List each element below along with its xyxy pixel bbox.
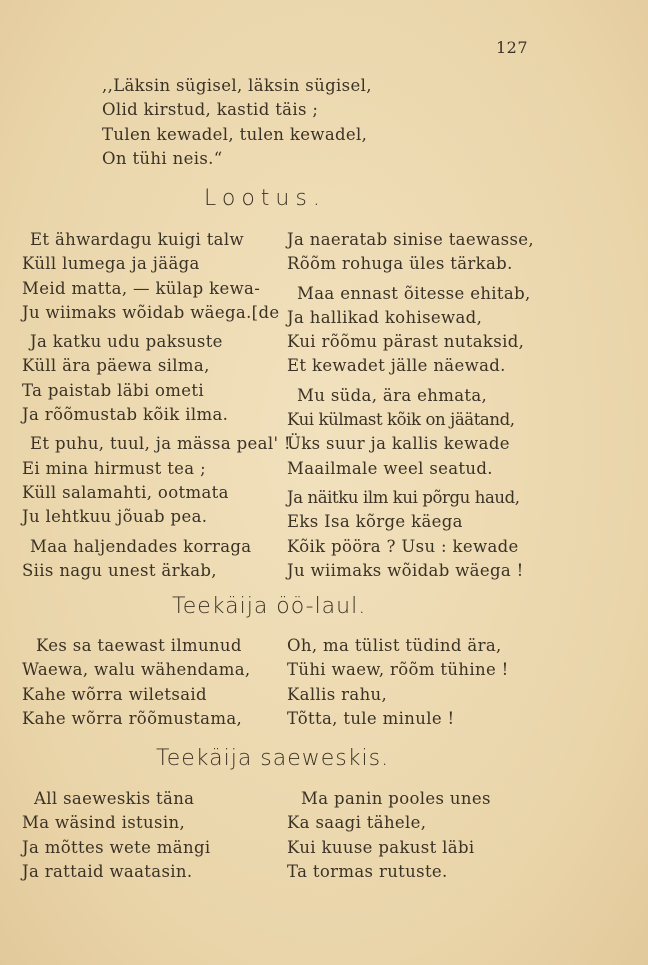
poem-line: Kõik pööra ? Usu : kewade [287,536,519,556]
poem-line: Rõõm rohuga üles tärkab. [287,254,513,274]
poem-line: Kui kuuse pakust läbi [287,837,475,857]
poem-line: Ja rõõmustab kõik ilma. [22,405,229,425]
poem-line: Siis nagu unest ärkab, [22,560,217,580]
poem-line: Ju lehtkuu jõuab pea. [22,507,208,527]
poem-line: Maailmale weel seatud. [287,458,493,478]
poem-line: Ka saagi tähele, [287,813,427,833]
poem-line: Ta paistab läbi ometi [22,380,205,400]
poem-line: Meid matta, — külap kewa- [22,278,261,298]
poem-line: Ju wiimaks wõidab wäega.[de [22,302,280,322]
poem-line: Kallis rahu, [287,684,388,704]
oo-laul-right-column [287,634,509,731]
poem-line: Ta tormas rutuste. [287,861,448,881]
poem-line: Ja näitku ilm kui põrgu haud, [287,487,520,507]
poem-line: Et ähwardagu kuigi talw [30,230,244,249]
poem-line: ,,Läksin sügisel, läksin sügisel, [102,76,372,95]
poem-line: Küll salamahti, ootmata [22,482,229,502]
poem-line: All saeweskis täna [34,789,195,808]
poem-line: Küll ära päewa silma, [22,356,210,376]
section-title-lootus: Lootus. [204,186,326,211]
poem-line: Ma panin pooles unes [301,789,491,808]
poem-line: Eks Isa kõrge käega [287,512,463,532]
section-title-teekaija-saeweskis: Teekäija saeweskis. [156,746,390,771]
poem-line: Kes sa taewast ilmunud [36,636,242,655]
oo-laul-left-column [22,634,251,731]
poem-line: Olid kirstud, kastid täis ; [102,100,319,120]
poem-line: Tulen kewadel, tulen kewadel, [102,124,368,144]
lootus-right-column [287,228,534,583]
section-title-teekaija-oo-laul: Teekäija öö-laul. [172,594,367,619]
poem-line: Et puhu, tuul, ja mässa peal' ! [30,434,291,454]
poem-line: Kui külmast kõik on jäätand, [287,410,515,430]
poem-line: Ei mina hirmust tea ; [22,458,206,478]
poem-line: Waewa, walu wähendama, [22,660,251,680]
poem-line: Ja mõttes wete mängi [22,837,211,857]
saeweskis-left-column [22,787,211,884]
poem-line: On tühi neis.“ [102,148,223,168]
poem-line: Mu süda, ära ehmata, [297,385,488,405]
saeweskis-right-column [287,787,491,884]
lootus-left-column [22,228,291,583]
poem-line: Kui rõõmu pärast nutaksid, [287,332,525,352]
opening-stanza [102,74,372,171]
poem-line: Et kewadet jälle näewad. [287,356,506,376]
poem-line: Oh, ma tülist tüdind ära, [287,636,502,655]
poem-line: Ju wiimaks wõidab wäega ! [287,560,524,580]
poem-line: Küll lumega ja jääga [22,254,200,274]
poem-line: Ja hallikad kohisewad, [287,307,483,327]
poem-line: Ma wäsind istusin, [22,813,186,833]
poem-line: Tõtta, tule minule ! [287,708,455,728]
poem-line: Kahe wõrra rõõmustama, [22,708,243,728]
poem-line: Maa haljendades korraga [30,536,252,556]
page-number: 127 [496,38,529,57]
poem-line: Ja rattaid waatasin. [22,861,193,881]
poem-line: Ja naeratab sinise taewasse, [287,230,534,249]
poem-line: Kahe wõrra wiletsaid [22,684,207,704]
poem-line: Tühi waew, rõõm tühine ! [287,660,509,680]
poem-line: Ja katku udu paksuste [30,332,223,352]
poem-line: Üks suur ja kallis kewade [287,434,510,454]
poem-line: Maa ennast õitesse ehitab, [297,283,531,303]
